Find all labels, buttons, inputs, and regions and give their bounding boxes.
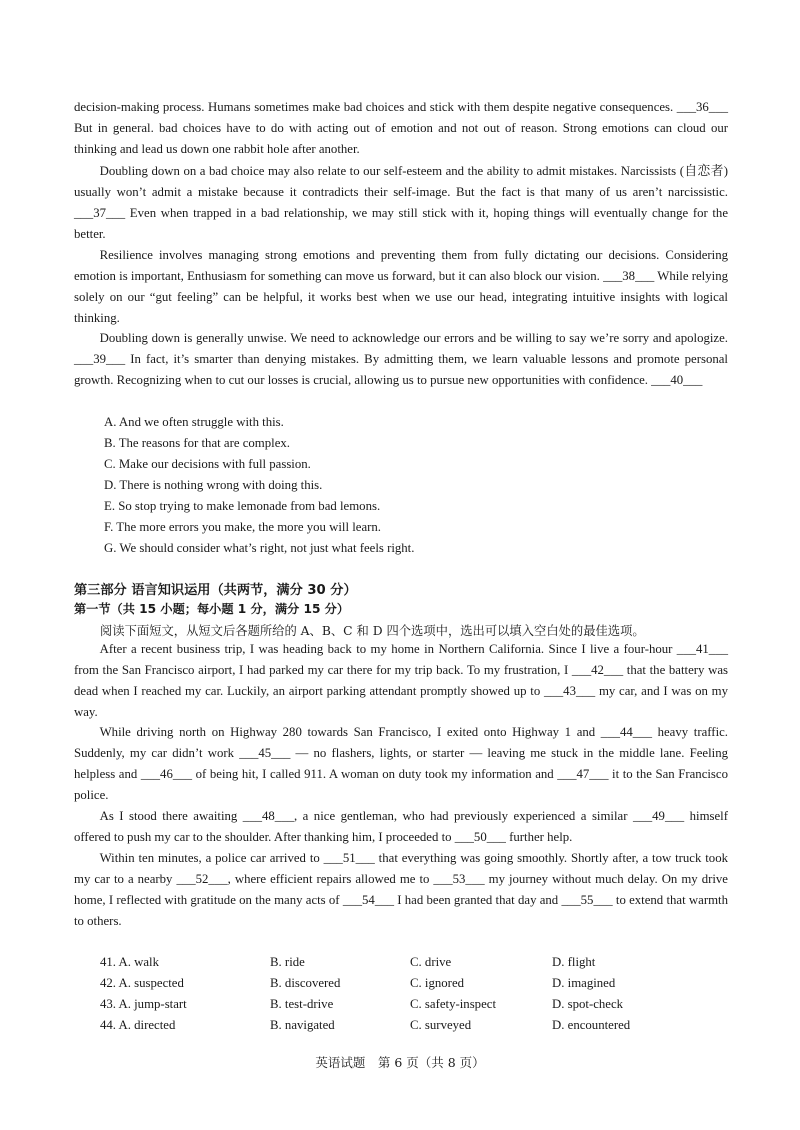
option-g: G. We should consider what’s right, not just what feels right. [104,541,415,555]
passage-paragraph-4: Doubling down is generally unwise. We need to acknowledge our errors and be willing to say we’re sorry and apologize. ___39___ In fact, it’s smarter than denying mistakes. By admitting them, we learn valuable lessons and promote personal growth. Recognizing when to cut our losses is crucial, allowing us to pursue new opportunities with confidence. ___40___ [74,331,728,387]
option-d: D. There is nothing wrong with doing this. [104,478,323,492]
choice-d: D. spot-check [552,997,624,1011]
instructions: 阅读下面短文，从短文后各题所给的 A、B、C 和 D 四个选项中，选出可以填入空白处的最佳选项。 [100,624,645,638]
option-b: B. The reasons for that are complex. [104,436,290,450]
choice-a: 44. A. directed [100,1018,176,1032]
choice-a: 42. A. suspected [100,976,184,990]
choice-a: 41. A. walk [100,955,160,969]
passage-paragraph-2: Doubling down on a bad choice may also relate to our self-esteem and the ability to admit mistakes. Narcissists (自恋者) usually won’t admit a mistake because it contradicts their self-image. But the fact is that many of us aren’t narcissistic. ___37___ Even when trapped in a bad relationship, we may still stick with it, hoping things will eventually change for the better. [74,164,728,241]
page-footer: 英语试题 第 6 页（共 8 页） [315,1055,485,1070]
cloze-paragraph-2: While driving north on Highway 280 towards San Francisco, I exited onto Highway 1 and ___44___ heavy traffic. Suddenly, my car didn’t work ___45___ — no flashers, lights, or starter — leaving me stuck in the middle lane. Feeling helpless and ___46___ of being hit, I called 911. A woman on duty took my information and ___47___ it to the San Francisco police. [74,725,728,802]
choice-c: C. surveyed [410,1018,472,1032]
option-a: A. And we often struggle with this. [104,415,284,429]
option-f: F. The more errors you make, the more you will learn. [104,520,381,534]
choice-b: B. ride [270,955,305,969]
choice-c: C. drive [410,955,452,969]
choice-c: C. safety-inspect [410,997,496,1011]
choice-b: B. test-drive [270,997,334,1011]
choice-d: D. encountered [552,1018,631,1032]
choice-b: B. discovered [270,976,341,990]
choice-b: B. navigated [270,1018,335,1032]
cloze-paragraph-1: After a recent business trip, I was heading back to my home in Northern California. Since I live a four-hour ___41___ from the San Francisco airport, I had parked my car there for my trip back. To my frustration, I ___42___ that the battery was dead when I reached my car. Luckily, an airport parking attendant promptly showed up to ___43___ my car, and I was on my way. [74,642,728,719]
choice-d: D. imagined [552,976,616,990]
cloze-paragraph-3: As I stood there awaiting ___48___, a nice gentleman, who had previously experienced a similar ___49___ himself offered to push my car to the shoulder. After thanking him, I proceeded to ___50___ further help. [74,809,728,844]
choice-c: C. ignored [410,976,465,990]
choice-d: D. flight [552,955,596,969]
passage-paragraph-1: decision-making process. Humans sometimes make bad choices and stick with them despite negative consequences. ___36___ But in general. bad choices have to do with acting out of emotion and not out of reason. Strong emotions can cloud our thinking and lead us down one rabbit hole after another. [74,100,728,156]
option-e: E. So stop trying to make lemonade from bad lemons. [104,499,381,513]
section-title: 第三部分 语言知识运用（共两节，满分 30 分） [74,583,357,598]
part-title: 第一节（共 15 小题；每小题 1 分，满分 15 分） [74,602,350,616]
choice-a: 43. A. jump-start [100,997,187,1011]
cloze-paragraph-4: Within ten minutes, a police car arrived to ___51___ that everything was going smoothly. Shortly after, a tow truck took my car to a nearby ___52___, where efficient repairs allowed me to ___53___ my journey without much delay. On my drive home, I reflected with gratitude on the many acts of ___54___ I had been granted that day and ___55___ to extend that warmth to others. [74,851,728,928]
option-c: C. Make our decisions with full passion. [104,457,311,471]
passage-paragraph-3: Resilience involves managing strong emotions and preventing them from fully dictating our decisions. Considering emotion is important, Enthusiasm for something can move us forward, but it can also block our vision. ___38___ While relying solely on our “gut feeling” can be helpful, it works best when we use our head, integrating intuitive insights with logical thinking. [74,248,728,325]
